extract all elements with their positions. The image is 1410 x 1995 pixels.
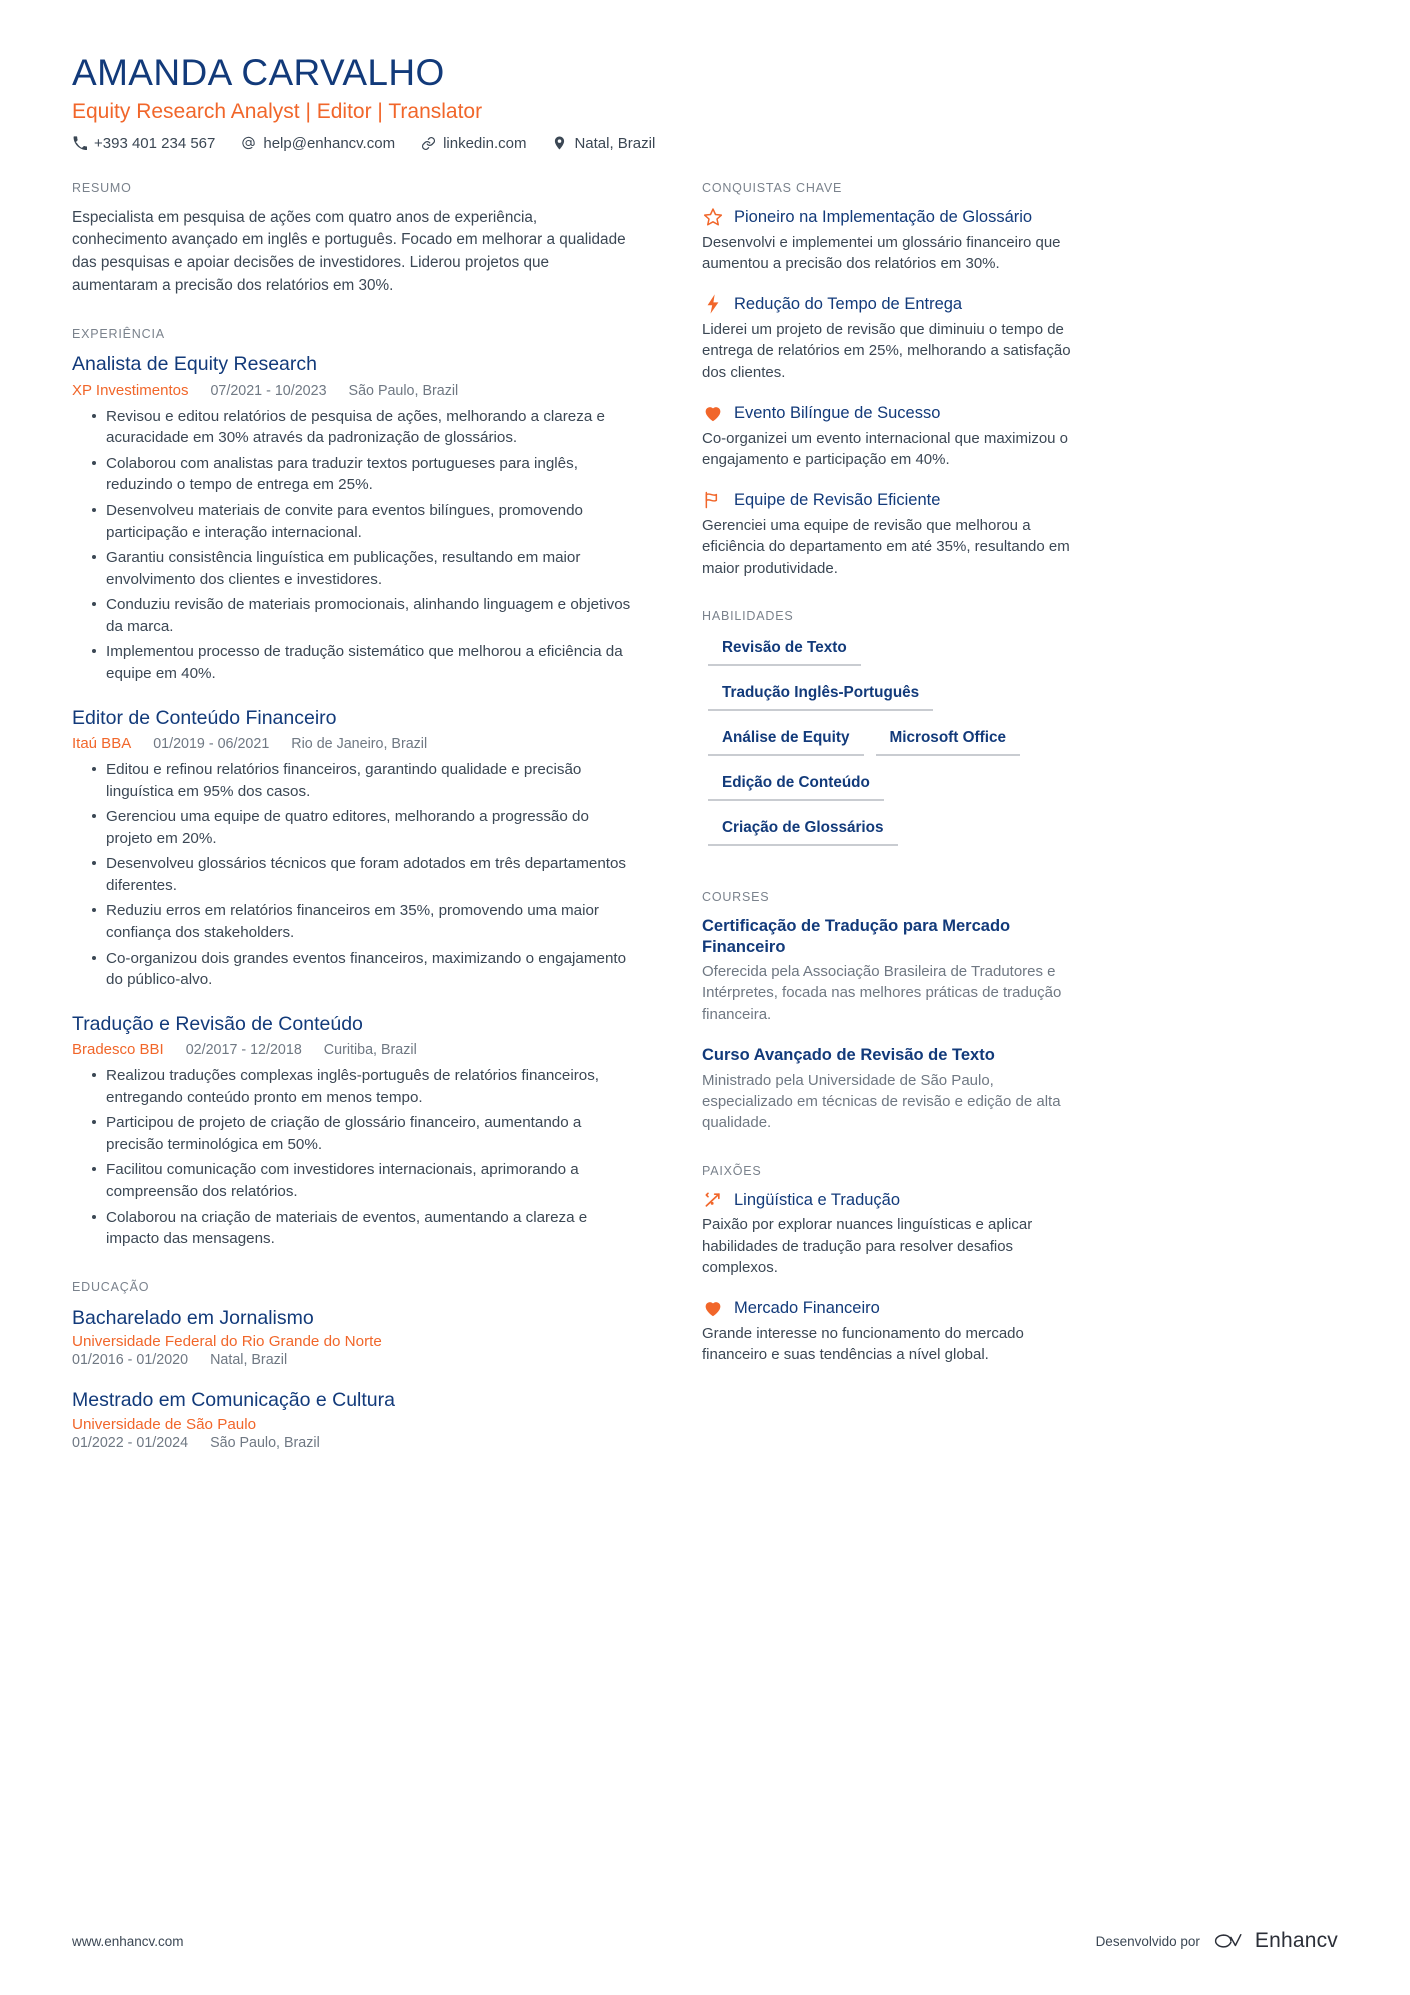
course-title: Certificação de Tradução para Mercado Financeiro [702,916,1011,956]
job-bullet: Colaborou com analistas para traduzir textos portugueses para inglês, reduzindo o tempo de entrega em 25%. [92,453,632,496]
education-degree: Mestrado em Comunicação e Cultura [72,1389,395,1412]
job-meta [72,735,632,752]
skill-tag: Edição de Conteúdo [708,770,884,801]
job-bullet: Colaborou na criação de materiais de eventos, aumentando a clareza e impacto das mensagens. [92,1207,632,1250]
job-bullet-list [72,1065,632,1250]
job-bullet: Desenvolveu materiais de convite para eventos bilíngues, promovendo participação e interação internacional. [92,500,632,543]
contact-email[interactable] [241,136,395,151]
achievement-title: Pioneiro na Implementação de Glossário [734,207,1033,226]
at-icon [241,136,256,151]
passion-title: Lingüística e Tradução [734,1190,901,1209]
section-title-experience: EXPERIÊNCIA [72,327,165,342]
footer-powered-by-label: Desenvolvido por [1095,1933,1200,1949]
contact-location [552,136,655,151]
skill-tag: Criação de Glossários [708,815,898,846]
job-dates: 01/2019 - 06/2021 [153,735,270,752]
education-degree: Bacharelado em Jornalismo [72,1306,314,1329]
contact-linkedin[interactable] [421,136,526,151]
passion-description: Grande interesse no funcionamento do mercado financeiro e suas tendências a nível global. [702,1325,1024,1364]
page-title: AMANDA CARVALHO [72,52,445,93]
link-icon [421,136,436,151]
phone-icon [72,136,87,151]
job-bullet: Garantiu consistência linguística em publicações, resultando em maior envolvimento dos clientes e investidores. [92,547,632,590]
contact-phone-text: +393 401 234 567 [94,134,216,152]
job-dates: 07/2021 - 10/2023 [210,382,327,399]
experience-item [72,1013,632,1250]
experience-item [72,353,632,684]
achievement-head [702,294,1088,315]
summary-text: Especialista em pesquisa de ações com quatro anos de experiência, conhecimento avançado em inglês e português. Focado em melhorar a qualidade das pesquisas e apoiar decisões de investidores. Liderou projetos que aumentaram a precisão dos relatórios em 30%. [72,208,626,294]
achievement-head [702,490,1088,511]
location-pin-icon [552,136,567,151]
job-location: Rio de Janeiro, Brazil [291,735,428,752]
skill-tag: Microsoft Office [876,725,1020,756]
section-skills [702,609,1088,860]
job-meta [72,1041,632,1058]
passion-head [702,1298,1088,1319]
job-dates: 02/2017 - 12/2018 [185,1042,302,1059]
education-meta [72,1352,632,1368]
section-courses [702,890,1088,1134]
passion-title: Mercado Financeiro [734,1299,880,1318]
achievement-description: Desenvolvi e implementei um glossário financeiro que aumentou a precisão dos relatórios em 30%. [702,233,1061,272]
job-bullet: Conduziu revisão de materiais promocionais, alinhando linguagem e objetivos da marca. [92,594,632,637]
section-title-skills: HABILIDADES [702,608,794,623]
section-passions [702,1164,1088,1366]
passion-head [702,1190,1088,1211]
job-role: Editor de Conteúdo Financeiro [72,706,337,729]
course-item [702,1045,1088,1134]
course-description: Oferecida pela Associação Brasileira de Tradutores e Intérpretes, focada nas melhores práticas de tradução financeira. [702,963,1062,1023]
footer-website[interactable]: www.enhancv.com [72,1933,184,1949]
education-dates: 01/2022 - 01/2024 [72,1434,189,1451]
achievement-title: Evento Bilíngue de Sucesso [734,403,941,422]
job-location: São Paulo, Brazil [348,382,459,399]
flag-icon [702,490,724,510]
job-bullet: Gerenciou uma equipe de quatro editores, melhorando a progressão do projeto em 20%. [92,806,632,849]
achievement-title: Redução do Tempo de Entrega [734,295,963,314]
enhancv-logo-icon [1212,1930,1248,1952]
section-experience [72,327,632,1250]
skill-tag: Tradução Inglês-Português [708,680,933,711]
heart-icon [702,1298,724,1318]
skill-tag: Revisão de Texto [708,635,861,666]
contact-linkedin-text: linkedin.com [443,134,527,152]
course-title: Curso Avançado de Revisão de Texto [702,1046,995,1065]
job-bullet: Participou de projeto de criação de glossário financeiro, aumentando a precisão terminológica em 50%. [92,1112,632,1155]
resume-body [72,181,1338,1481]
job-bullet: Facilitou comunicação com investidores internacionais, aprimorando a compreensão dos relatórios. [92,1159,632,1202]
achievement-item [702,294,1088,383]
education-location: São Paulo, Brazil [210,1434,320,1451]
passion-description: Paixão por explorar nuances linguísticas e aplicar habilidades de tradução para resolver desafios complexos. [702,1216,1033,1276]
lightning-bolt-icon [702,294,724,314]
job-role: Tradução e Revisão de Conteúdo [72,1012,363,1035]
job-bullet-list [72,406,632,685]
job-bullet: Desenvolveu glossários técnicos que foram adotados em três departamentos diferentes. [92,853,632,896]
education-school: Universidade Federal do Rio Grande do Norte [72,1333,382,1351]
right-column [702,181,1088,1481]
column-gap [650,181,702,1481]
job-company: Bradesco BBI [72,1041,164,1059]
section-title-courses: COURSES [702,889,770,904]
headline: Equity Research Analyst | Editor | Translator [72,99,483,123]
job-location: Curitiba, Brazil [323,1042,417,1059]
job-company: Itaú BBA [72,734,132,752]
job-bullet-list [72,759,632,991]
section-education [72,1280,632,1451]
contact-email-text: help@enhancv.com [263,134,396,152]
contact-location-text: Natal, Brazil [574,134,656,152]
job-role: Analista de Equity Research [72,353,317,376]
achievement-item [702,207,1088,274]
job-meta [72,382,632,399]
education-dates: 01/2016 - 01/2020 [72,1352,189,1369]
achievement-item [702,403,1088,470]
achievement-description: Co-organizei um evento internacional que maximizou o engajamento e participação em 40%. [702,429,1069,468]
left-column [72,181,650,1481]
section-summary [72,181,632,298]
achievement-title: Equipe de Revisão Eficiente [734,491,941,510]
skill-tag: Análise de Equity [708,725,864,756]
education-school: Universidade de São Paulo [72,1415,257,1433]
experience-item [72,707,632,991]
section-title-achievements: CONQUISTAS CHAVE [702,180,843,195]
education-meta [72,1435,632,1451]
section-title-education: EDUCAÇÃO [72,1279,150,1294]
achievement-head [702,403,1088,424]
job-bullet: Reduziu erros em relatórios financeiros em 35%, promovendo uma maior confiança dos stakeholders. [92,900,632,943]
passion-item [702,1298,1088,1365]
job-bullet: Co-organizou dois grandes eventos financeiros, maximizando o engajamento do público-alvo. [92,948,632,991]
job-bullet: Revisou e editou relatórios de pesquisa de ações, melhorando a clareza e acuracidade em 30% através da padronização de glossários. [92,406,632,449]
contact-list [72,136,1338,151]
footer-branding [1096,1929,1338,1953]
sparkle-arrow-icon [702,1190,724,1210]
brand-name: Enhancv [1254,1929,1338,1952]
page-footer [72,1929,1338,1953]
achievement-item [702,490,1088,579]
course-item [702,916,1088,1025]
job-bullet: Editou e refinou relatórios financeiros, garantindo qualidade e precisão linguística em 95% dos casos. [92,759,632,802]
job-company: XP Investimentos [72,381,189,399]
contact-phone[interactable] [72,136,215,151]
section-title-passions: PAIXÕES [702,1163,762,1178]
section-achievements [702,181,1088,579]
education-location: Natal, Brazil [210,1352,288,1369]
passion-item [702,1190,1088,1279]
heart-icon [702,403,724,423]
resume-header [72,52,1338,151]
education-item [72,1306,632,1368]
course-description: Ministrado pela Universidade de São Paulo, especializado em técnicas de revisão e edição de alta qualidade. [702,1071,1061,1132]
job-bullet: Implementou processo de tradução sistemático que melhorou a eficiência da equipe em 40%. [92,641,632,684]
achievement-head [702,207,1088,228]
skills-list [702,635,1088,860]
job-bullet: Realizou traduções complexas inglês-português de relatórios financeiros, entregando conteúdo pronto em menos tempo. [92,1065,632,1108]
achievement-description: Liderei um projeto de revisão que diminuiu o tempo de entrega de relatórios em 25%, melhorando a satisfação dos clientes. [702,320,1071,381]
section-title-summary: RESUMO [72,180,132,195]
achievement-description: Gerenciei uma equipe de revisão que melhorou a eficiência do departamento em até 35%, resultando em maior produtividade. [702,517,1070,577]
education-item [72,1388,632,1450]
star-icon [702,207,724,227]
